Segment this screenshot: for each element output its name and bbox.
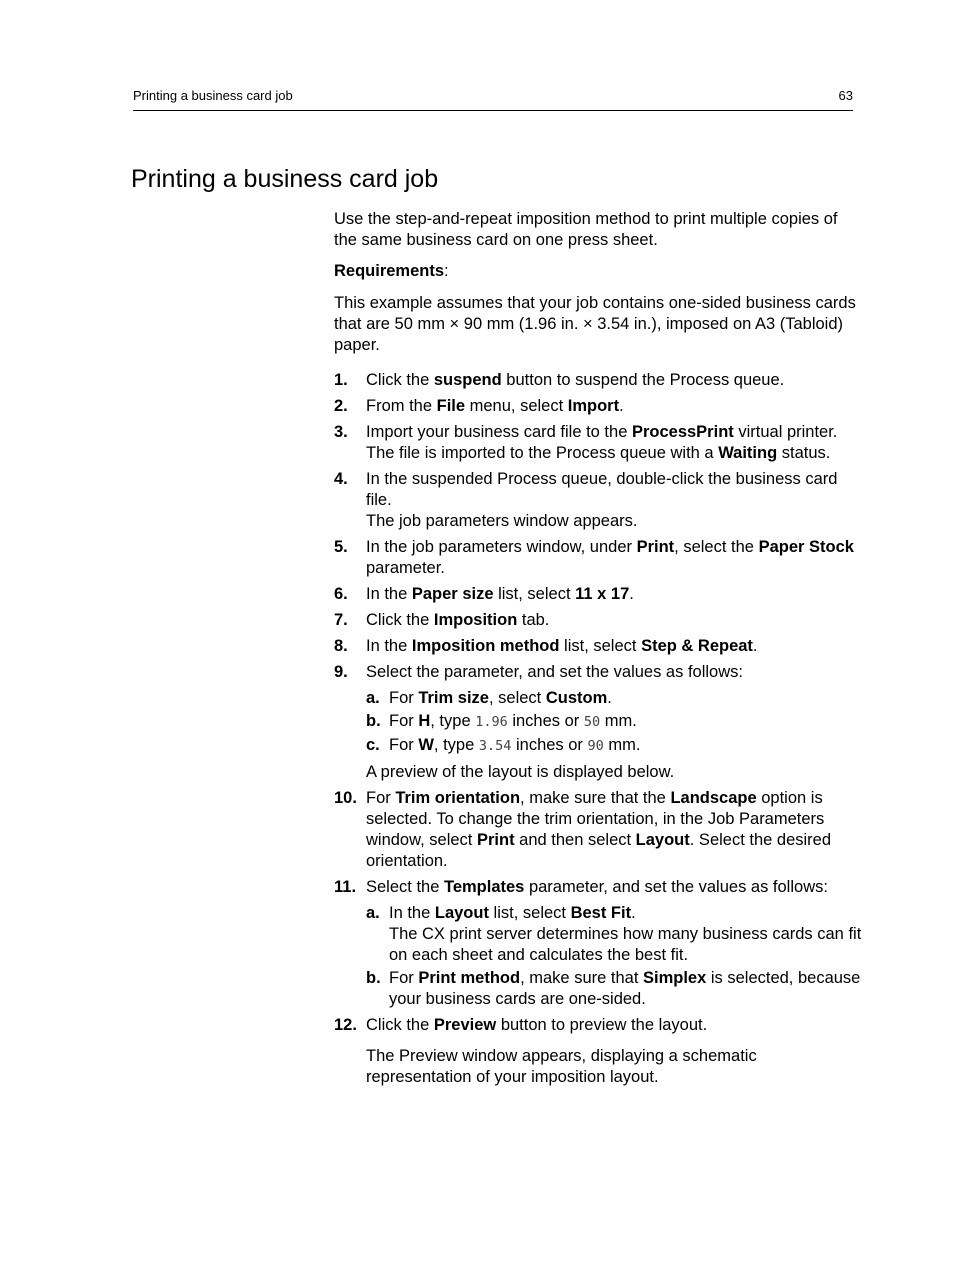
step-3: [334, 422, 864, 464]
step-6: [334, 584, 864, 605]
ui-term: Layout: [635, 831, 690, 849]
code-value: 1.96: [475, 714, 508, 730]
step-text: In the: [366, 637, 412, 655]
substep-b: [366, 968, 864, 1010]
ui-term: Print: [476, 831, 515, 849]
requirements-paragraph: This example assumes that your job contains one-sided business cards that are 50 mm × 90 mm (1.96 in. × 3.54 in.), imposed on A3 (Tabloid) paper.: [334, 294, 856, 354]
substep-a: [366, 903, 864, 966]
intro-paragraph: Use the step-and-repeat imposition method to print multiple copies of the same business card on one press sheet.: [334, 210, 838, 249]
step-text: In the: [366, 585, 412, 603]
ui-term: suspend: [433, 371, 502, 389]
substep-c: [366, 735, 864, 757]
step-text: menu, select: [465, 397, 568, 415]
step-7: [334, 610, 864, 631]
step-text: For: [389, 736, 419, 754]
step-text: is selected, because your business cards are one-sided.: [389, 969, 861, 1008]
step-result: [366, 443, 864, 464]
substeps-list: [366, 688, 864, 757]
step-number: 3.: [334, 423, 348, 441]
step-text: For: [366, 789, 396, 807]
substep-label: b.: [366, 712, 381, 730]
step-text: Click the: [366, 611, 434, 629]
requirements-heading: [334, 261, 864, 282]
step-text: , select the: [674, 538, 759, 556]
substeps-list: [366, 903, 864, 1010]
step-number: 5.: [334, 538, 348, 556]
ui-term: Paper Stock: [758, 538, 854, 556]
step-text: Click the: [366, 1016, 434, 1034]
step-number: 4.: [334, 470, 348, 488]
step-text: Import your business card file to the: [366, 423, 632, 441]
running-header: [133, 88, 853, 103]
step-result: The Preview window appears, displaying a schematic representation of your imposition layout.: [366, 1047, 757, 1086]
ui-term: Waiting: [718, 444, 778, 462]
ui-term: ProcessPrint: [631, 423, 734, 441]
running-title: Printing a business card job: [133, 88, 293, 103]
requirements-label: Requirements: [334, 262, 445, 280]
step-text: inches or: [507, 712, 584, 730]
step-text: parameter, and set the values as follows:: [524, 878, 828, 896]
step-line: [366, 422, 864, 443]
step-text: list, select: [488, 904, 571, 922]
step-number: 12.: [334, 1016, 357, 1034]
ui-term: Layout: [434, 904, 489, 922]
step-text: In the job parameters window, under: [366, 538, 637, 556]
header-rule: [133, 110, 853, 111]
ui-term: Imposition: [433, 611, 518, 629]
step-text: In the: [389, 904, 435, 922]
ui-term: Simplex: [642, 969, 707, 987]
substep-b: [366, 711, 864, 733]
step-text: , type: [430, 712, 476, 730]
step-number: 9.: [334, 663, 348, 681]
step-8: [334, 636, 864, 657]
step-text: For: [389, 969, 419, 987]
step-text: and then select: [514, 831, 636, 849]
step-text: The file is imported to the Process queue with a: [366, 444, 719, 462]
step-number: 10.: [334, 789, 357, 807]
ui-term: Imposition method: [411, 637, 560, 655]
step-line: [366, 877, 864, 898]
step-line: In the suspended Process queue, double-click the business card file.: [366, 470, 838, 509]
ui-term: Step & Repeat: [641, 637, 753, 655]
step-text: From the: [366, 397, 437, 415]
substep-label: b.: [366, 969, 381, 987]
ui-term: Trim size: [418, 689, 489, 707]
ui-term: 11 x 17: [575, 585, 630, 603]
body-content: [334, 209, 864, 1093]
page-title: Printing a business card job: [131, 165, 439, 193]
step-text: . Select the desired orientation.: [366, 831, 832, 870]
substep-label: a.: [366, 689, 380, 707]
step-12: [334, 1015, 864, 1088]
step-2: [334, 396, 864, 417]
code-value: 90: [587, 738, 604, 754]
step-text: .: [752, 637, 758, 655]
step-text: status.: [777, 444, 831, 462]
step-text: button to suspend the Process queue.: [501, 371, 785, 389]
step-text: virtual printer.: [733, 423, 838, 441]
step-text: .: [629, 585, 634, 603]
step-text: , select: [488, 689, 546, 707]
step-text: Click the: [366, 371, 434, 389]
ui-term: H: [418, 712, 431, 730]
step-number: 8.: [334, 637, 348, 655]
ui-term: Trim orientation: [395, 789, 521, 807]
ui-term: File: [436, 397, 466, 415]
ui-term: Print method: [418, 969, 521, 987]
steps-list: [334, 370, 864, 1088]
step-text: mm.: [603, 736, 641, 754]
step-4: [334, 469, 864, 532]
step-number: 11.: [334, 878, 357, 896]
ui-term: Import: [567, 397, 620, 415]
ui-term: Preview: [433, 1016, 497, 1034]
step-text: .: [631, 904, 636, 922]
step-result: A preview of the layout is displayed below.: [366, 763, 675, 781]
step-text: .: [619, 397, 624, 415]
substep-label: c.: [366, 736, 380, 754]
requirements-colon: :: [444, 262, 449, 280]
step-text: , make sure that: [520, 969, 643, 987]
step-number: 2.: [334, 397, 348, 415]
ui-term: Paper size: [411, 585, 494, 603]
step-9: [334, 662, 864, 783]
step-line: [366, 1015, 864, 1036]
step-result: The CX print server determines how many business cards can fit on each sheet and calculates the best fit.: [389, 925, 862, 964]
ui-term: W: [418, 736, 434, 754]
step-text: , make sure that the: [520, 789, 671, 807]
step-text: list, select: [493, 585, 576, 603]
substep-label: a.: [366, 904, 380, 922]
step-5: [334, 537, 864, 579]
step-text: mm.: [600, 712, 637, 730]
step-line: Select the parameter, and set the values as follows:: [366, 663, 743, 681]
step-text: tab.: [517, 611, 550, 629]
step-10: [334, 788, 864, 872]
step-line: [389, 903, 864, 924]
step-11: [334, 877, 864, 1010]
step-text: , type: [433, 736, 479, 754]
step-text: list, select: [559, 637, 642, 655]
step-result: The job parameters window appears.: [366, 512, 638, 530]
step-text: parameter.: [366, 559, 445, 577]
step-text: option is selected. To change the trim orientation, in the Job Parameters window, select: [366, 789, 825, 849]
page-number: 63: [838, 88, 853, 103]
step-text: .: [607, 689, 612, 707]
ui-term: Best Fit: [570, 904, 632, 922]
step-number: 7.: [334, 611, 348, 629]
step-number: 1.: [334, 371, 348, 389]
step-text: button to preview the layout.: [496, 1016, 708, 1034]
ui-term: Templates: [443, 878, 525, 896]
substep-a: [366, 688, 864, 709]
step-1: [334, 370, 864, 391]
code-value: 3.54: [478, 738, 512, 754]
ui-term: Custom: [545, 689, 608, 707]
step-text: Select the: [366, 878, 444, 896]
step-text: For: [389, 712, 419, 730]
step-text: inches or: [511, 736, 588, 754]
ui-term: Landscape: [670, 789, 757, 807]
ui-term: Print: [636, 538, 675, 556]
step-text: For: [389, 689, 419, 707]
code-value: 50: [583, 714, 601, 730]
step-number: 6.: [334, 585, 348, 603]
